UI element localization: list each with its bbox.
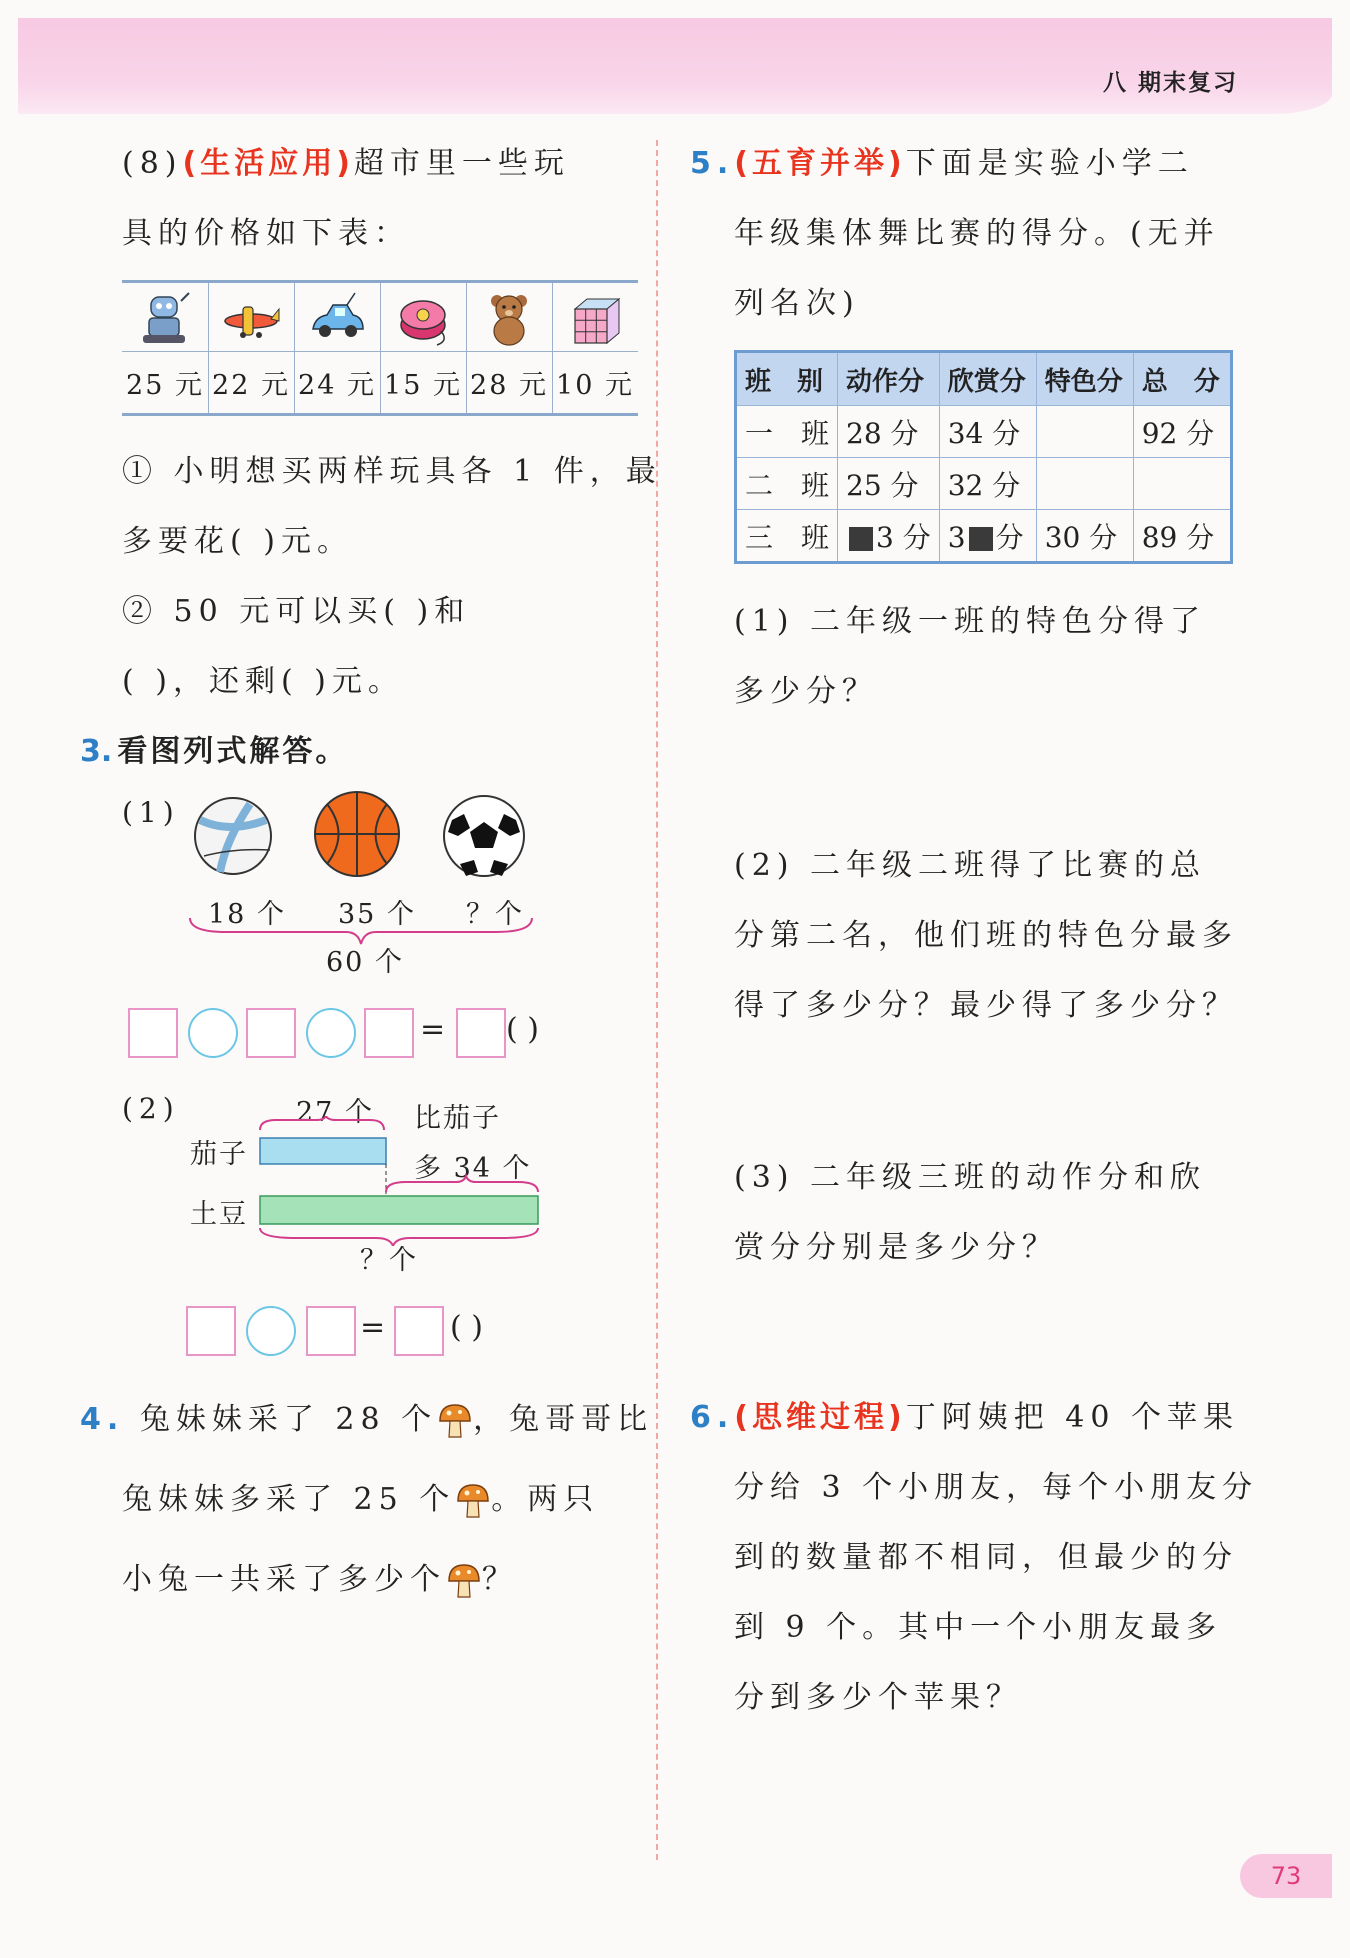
q5-number: 5. xyxy=(690,146,735,181)
q3-total: 60 个 xyxy=(326,947,404,978)
q6-line3: 到的数量都不相同，但最少的分 xyxy=(734,1540,1238,1575)
q3-count-basketball: 35 个 xyxy=(338,899,416,930)
q5-s3-line2: 赏分分别是多少分？ xyxy=(734,1230,1058,1265)
operator-circle[interactable] xyxy=(306,1008,356,1058)
q4-line3a: 小兔一共采了多少个 xyxy=(122,1562,446,1597)
q3-p2-note1: 比茄子 xyxy=(414,1103,501,1134)
q6-tag: (思维过程) xyxy=(734,1400,906,1435)
q3-p2-row2: 土豆 xyxy=(190,1199,248,1230)
answer-box[interactable] xyxy=(186,1306,236,1356)
unit-paren[interactable]: ( ) xyxy=(506,1012,539,1047)
toy-price: 25 元 xyxy=(126,370,204,401)
q5-s3-line1: (3) 二年级三班的动作分和欣 xyxy=(734,1160,1207,1195)
q3-count-soccer: ？个 xyxy=(466,899,524,930)
q5-s2-line1: (2) 二年级二班得了比赛的总 xyxy=(734,848,1207,883)
robot-toy-icon xyxy=(135,291,195,347)
table-cell: 二 班 xyxy=(736,458,838,510)
table-header-cell: 班 别 xyxy=(736,352,838,406)
answer-box[interactable] xyxy=(306,1306,356,1356)
table-row xyxy=(736,510,1232,563)
table-cell: 92 分 xyxy=(1133,406,1231,458)
table-cell-text: 分 xyxy=(995,520,1024,554)
toy-price: 22 元 xyxy=(212,370,290,401)
q8-tag: (生活应用) xyxy=(182,146,354,181)
table-cell: 89 分 xyxy=(1133,510,1231,563)
q4-line1 xyxy=(80,1394,653,1441)
car-toy-icon xyxy=(307,291,367,347)
table-cell: 三 班 xyxy=(736,510,838,563)
q8-sub1-line2: 多要花( )元。 xyxy=(122,524,353,559)
table-cell xyxy=(1133,458,1231,510)
q8-line1 xyxy=(122,138,570,182)
unit-paren[interactable]: ( ) xyxy=(450,1310,483,1345)
q4-line2 xyxy=(122,1474,599,1521)
operator-circle[interactable] xyxy=(188,1008,238,1058)
equals-sign: = xyxy=(420,1012,446,1047)
q3-p2-row1: 茄子 xyxy=(190,1139,248,1170)
q3-p1-label: (1) xyxy=(122,796,180,829)
basketball-icon xyxy=(315,792,399,876)
table-header-cell: 总 分 xyxy=(1133,352,1231,406)
table-row xyxy=(736,458,1232,510)
q5-s1-line1: (1) 二年级一班的特色分得了 xyxy=(734,604,1207,639)
hidden-digit-square xyxy=(969,527,993,551)
table-header-cell: 特色分 xyxy=(1036,352,1133,406)
page-number: 73 xyxy=(1240,1854,1332,1898)
toy-cell xyxy=(208,283,295,413)
equals-sign: = xyxy=(360,1310,386,1345)
volleyball-icon xyxy=(195,798,271,874)
toy-cell xyxy=(294,283,381,413)
q8-sub2-line2: ( )，还剩( )元。 xyxy=(122,664,404,699)
q6-line4: 到 9 个。其中一个小朋友最多 xyxy=(734,1610,1223,1645)
table-cell: 34 分 xyxy=(939,406,1036,458)
answer-box[interactable] xyxy=(128,1008,178,1058)
q8-line1-text: 超市里一些玩 xyxy=(353,146,570,181)
q8-line2: 具的价格如下表： xyxy=(122,216,410,251)
yoyo-toy-icon xyxy=(393,291,453,347)
q6-number: 6. xyxy=(690,1400,735,1435)
q6-line5: 分到多少个苹果？ xyxy=(734,1680,1022,1715)
q6-line2: 分给 3 个小朋友，每个小朋友分 xyxy=(734,1470,1259,1505)
q4-line3 xyxy=(122,1554,518,1601)
answer-box[interactable] xyxy=(364,1008,414,1058)
toy-cell xyxy=(380,283,467,413)
q5-s2-line3: 得了多少分？最少得了多少分？ xyxy=(734,988,1238,1023)
q5-line2: 年级集体舞比赛的得分。(无并 xyxy=(734,216,1220,251)
q3-title: 看图列式解答。 xyxy=(117,734,349,769)
soccer-ball-icon xyxy=(444,796,524,876)
table-cell: 30 分 xyxy=(1036,510,1133,563)
toy-cell xyxy=(552,283,638,413)
q4-number: 4. xyxy=(80,1402,125,1437)
operator-circle[interactable] xyxy=(246,1306,296,1356)
column-divider xyxy=(656,140,658,1860)
table-cell-text: 3 xyxy=(947,520,966,554)
table-cell: 32 分 xyxy=(939,458,1036,510)
rubiks-cube-icon xyxy=(565,291,625,347)
toy-price: 28 元 xyxy=(470,370,548,401)
q3-p2-note2: 多 34 个 xyxy=(414,1153,532,1184)
toy-price-table xyxy=(122,280,638,416)
q4-line2a: 兔妹妹多采了 25 个 xyxy=(122,1482,456,1517)
q5-line1-text: 下面是实验小学二 xyxy=(905,146,1194,181)
mushroom-icon xyxy=(437,1401,473,1441)
airplane-toy-icon xyxy=(221,291,281,347)
q3-number: 3. xyxy=(80,734,113,769)
mushroom-icon xyxy=(455,1481,491,1521)
q4-line1b: ，兔哥哥比 xyxy=(473,1402,654,1437)
table-cell xyxy=(1036,406,1133,458)
q5-s2-line2: 分第二名，他们班的特色分最多 xyxy=(734,918,1238,953)
q3-p2-label: (2) xyxy=(122,1092,180,1125)
table-cell: 28 分 xyxy=(838,406,940,458)
q3-heading xyxy=(80,726,348,770)
q8-sub2-line1: ② 50 元可以买( )和 xyxy=(122,594,471,629)
q8-number: (8) xyxy=(122,146,183,181)
q4-line3b: ？ xyxy=(482,1562,518,1597)
answer-box[interactable] xyxy=(246,1008,296,1058)
table-header-row xyxy=(736,352,1232,406)
table-header-cell: 动作分 xyxy=(838,352,940,406)
table-cell: 一 班 xyxy=(736,406,838,458)
q3-balls xyxy=(190,790,530,890)
teddy-bear-icon xyxy=(479,291,539,347)
score-table xyxy=(734,350,1233,564)
table-cell-text: 3 分 xyxy=(876,520,931,554)
q3-count-volleyball: 18 个 xyxy=(208,899,286,930)
table-row xyxy=(736,406,1232,458)
toy-cell xyxy=(122,283,209,413)
table-cell xyxy=(1036,458,1133,510)
table-cell xyxy=(838,510,940,563)
q8-sub1-line1: ① 小明想买两样玩具各 1 件，最 xyxy=(122,454,662,489)
toy-price: 24 元 xyxy=(298,370,376,401)
q5-line1 xyxy=(690,138,1194,182)
mushroom-icon xyxy=(446,1561,482,1601)
q4-line2b: 。两只 xyxy=(491,1482,600,1517)
answer-box[interactable] xyxy=(394,1306,444,1356)
hidden-digit-square xyxy=(849,527,873,551)
q6-line1-text: 丁阿姨把 40 个苹果 xyxy=(905,1400,1239,1435)
q3-p2-top: 27 个 xyxy=(296,1097,374,1128)
answer-box[interactable] xyxy=(456,1008,506,1058)
q5-line3: 列名次) xyxy=(734,286,860,321)
table-cell: 25 分 xyxy=(838,458,940,510)
q5-tag: (五育并举) xyxy=(734,146,906,181)
table-cell xyxy=(939,510,1036,563)
table-header-cell: 欣赏分 xyxy=(939,352,1036,406)
q3-bar-diagram xyxy=(256,1116,546,1246)
toy-price: 15 元 xyxy=(384,370,462,401)
q6-line1 xyxy=(690,1392,1239,1436)
toy-cell xyxy=(466,283,553,413)
q3-p2-bottom: ？个 xyxy=(360,1245,418,1276)
q5-s1-line2: 多少分？ xyxy=(734,674,878,709)
page-section-title: 八 期末复习 xyxy=(1102,70,1238,96)
q4-line1a: 兔妹妹采了 28 个 xyxy=(139,1402,438,1437)
toy-price: 10 元 xyxy=(556,370,634,401)
